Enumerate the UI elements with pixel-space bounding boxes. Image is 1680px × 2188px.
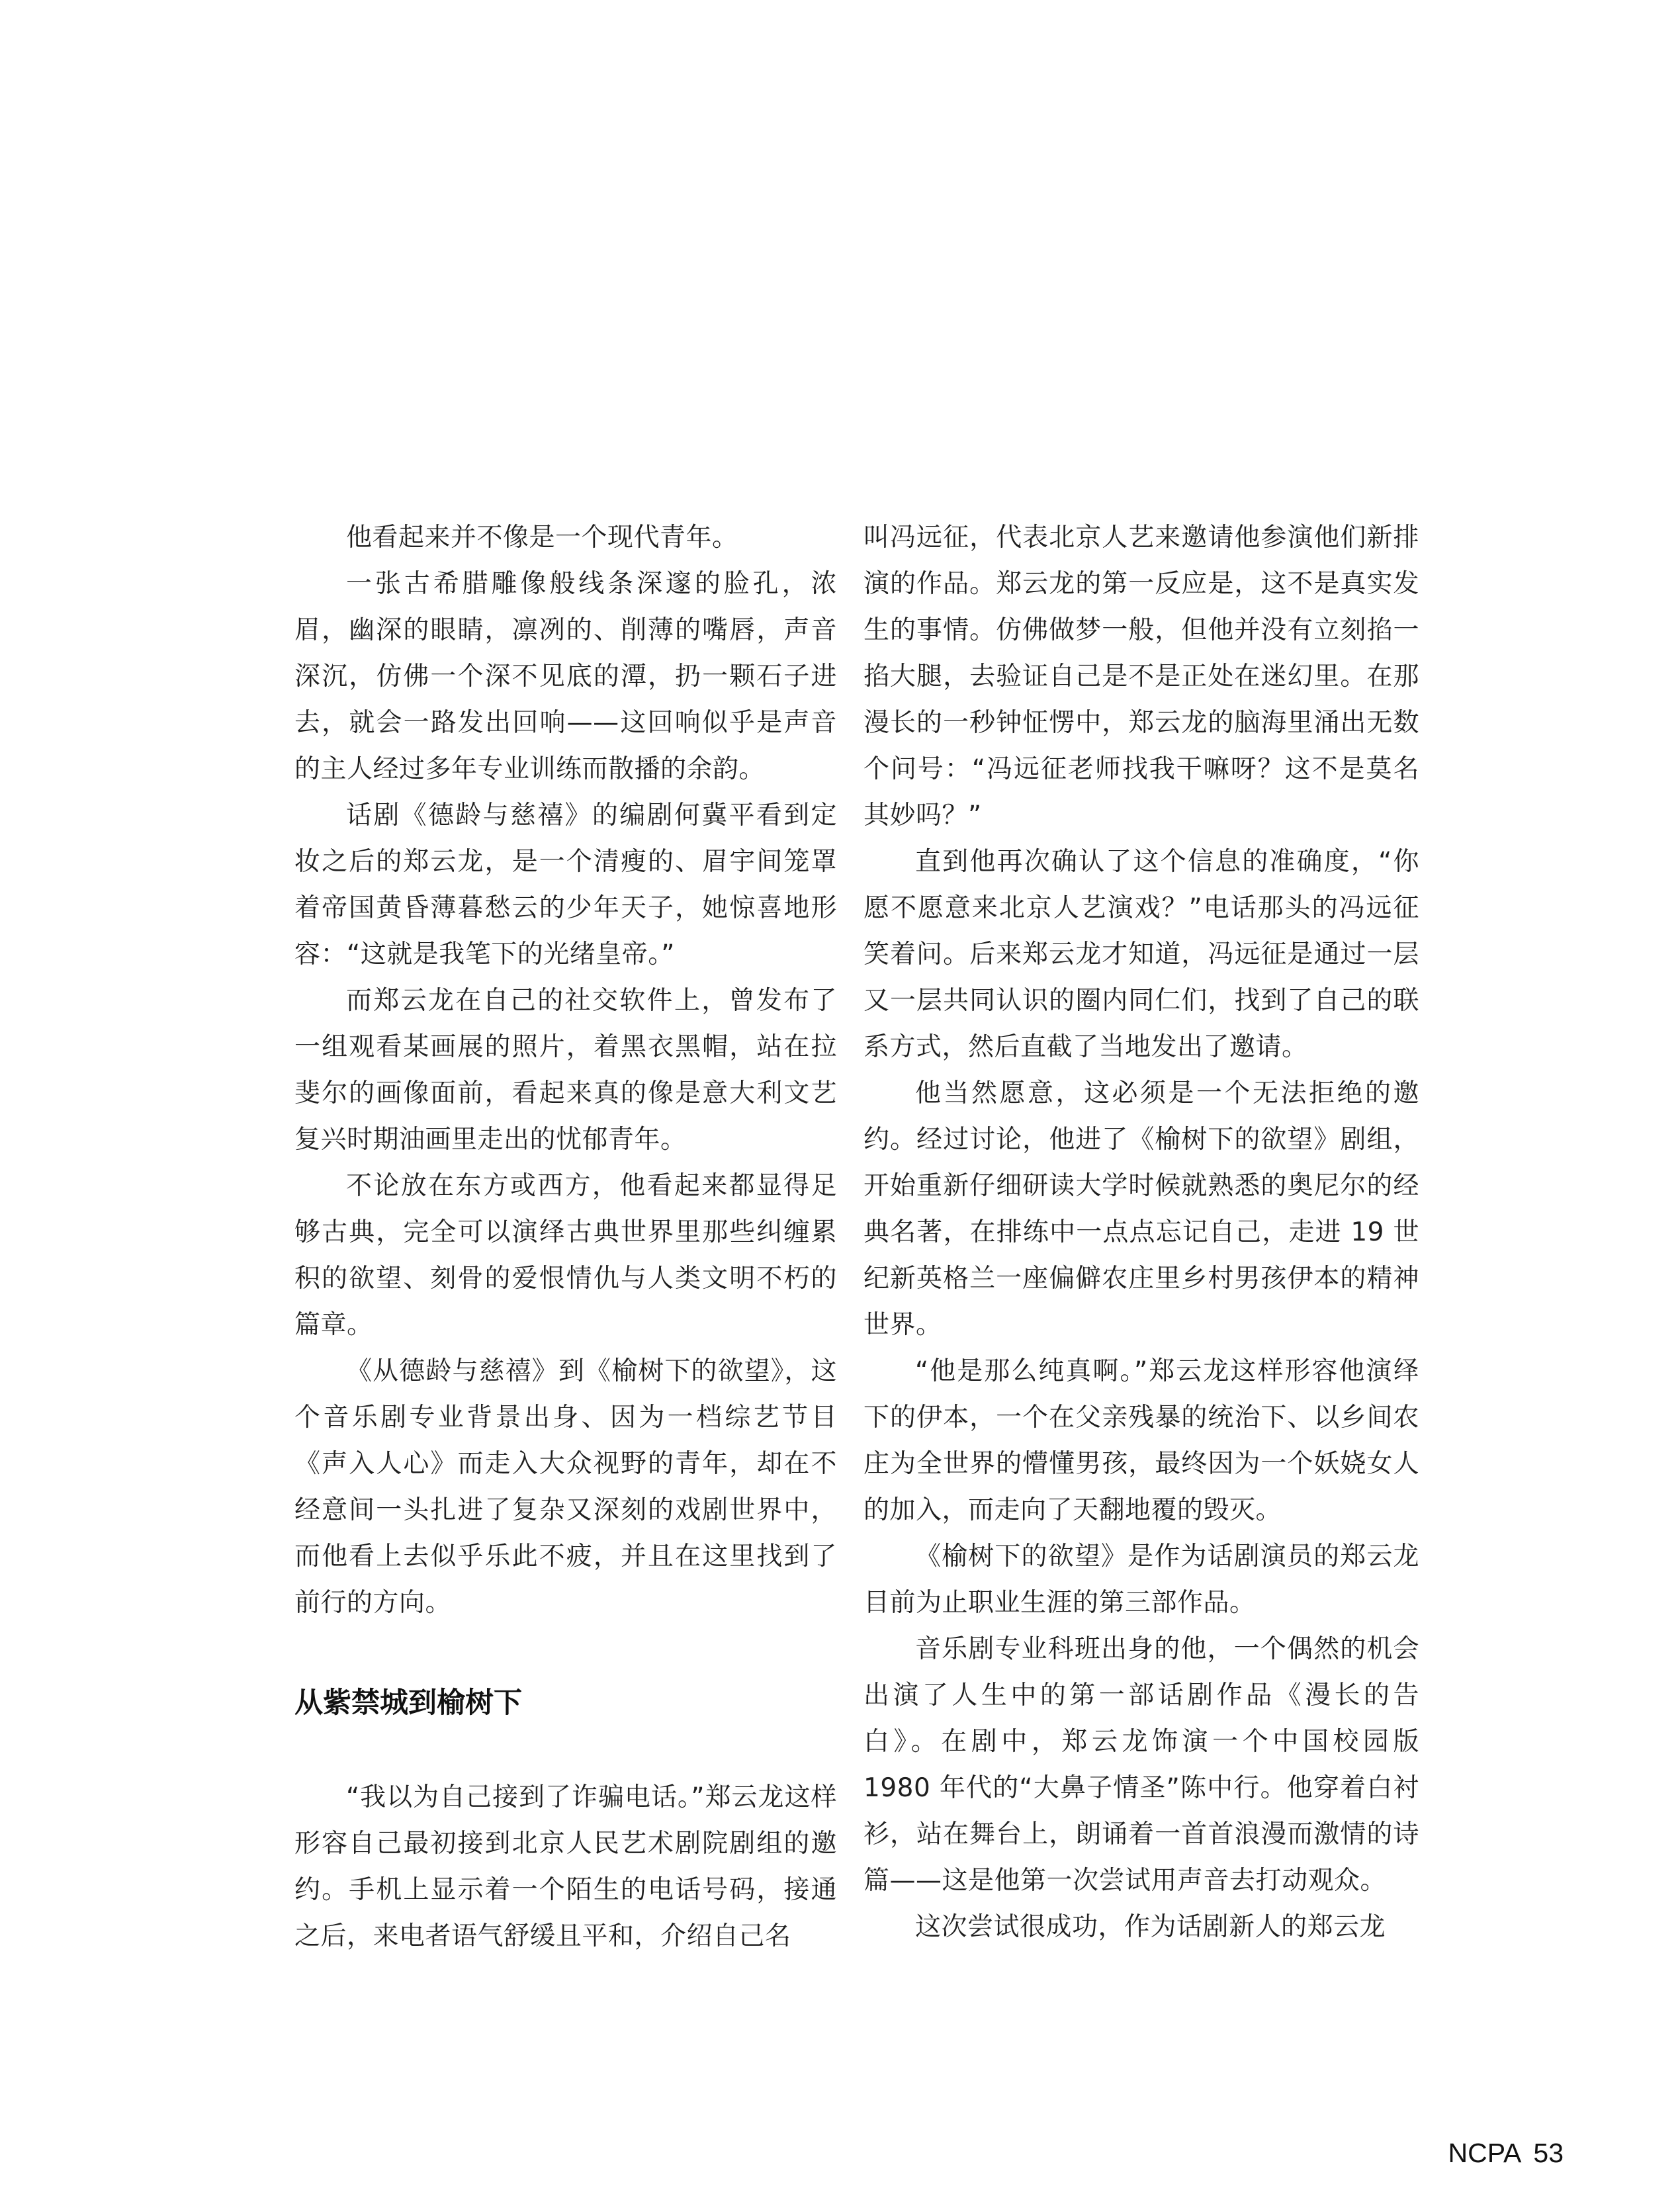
continued-paragraph: 叫冯远征，代表北京人艺来邀请他参演他们新排演的作品。郑云龙的第一反应是，这不是真实发生的事情。仿佛做梦一般，但他并没有立刻掐一掐大腿，去验证自己是不是正处在迷幻里。在那漫长的一秒钟怔愣中，郑云龙的脑海里涌出无数个问号：“冯远征老师找我干嘛呀？这不是莫名其妙吗？” (863, 523, 1419, 830)
body-paragraph: 这次尝试很成功，作为话剧新人的郑云龙 (915, 1912, 1386, 1942)
body-paragraph: 他当然愿意，这必须是一个无法拒绝的邀约。经过讨论，他进了《榆树下的欲望》剧组，开始重新仔细研读大学时候就熟悉的奥尼尔的经典名著，在排练中一点点忘记自己，走进 19 世纪新英格兰一座偏僻农庄里乡村男孩伊本的精神世界。 (863, 1078, 1419, 1340)
body-paragraph: 他看起来并不像是一个现代青年。 (346, 523, 738, 552)
left-column (294, 515, 837, 1960)
page-footer (1448, 2138, 1564, 2169)
body-paragraph: 不论放在东方或西方，他看起来都显得足够古典，完全可以演绎古典世界里那些纠缠累积的欲望、刻骨的爱恨情仇与人类文明不朽的篇章。 (294, 1171, 837, 1340)
right-column (863, 515, 1419, 1950)
body-paragraph: 一张古希腊雕像般线条深邃的脸孔，浓眉，幽深的眼睛，凛冽的、削薄的嘴唇，声音深沉，仿佛一个深不见底的潭，扔一颗石子进去，就会一路发出回响——这回响似乎是声音的主人经过多年专业训练而散播的余韵。 (294, 569, 837, 784)
section-heading: 从紫禁城到榆树下 (294, 1686, 522, 1720)
body-paragraph: 话剧《德龄与慈禧》的编剧何冀平看到定妆之后的郑云龙，是一个清瘦的、眉宇间笼罩着帝国黄昏薄暮愁云的少年天子，她惊喜地形容：“这就是我笔下的光绪皇帝。” (294, 801, 837, 969)
body-paragraph: 《榆树下的欲望》是作为话剧演员的郑云龙目前为止职业生涯的第三部作品。 (863, 1542, 1419, 1618)
magazine-name: NCPA (1448, 2138, 1522, 2168)
body-paragraph: “他是那么纯真啊。”郑云龙这样形容他演绎下的伊本，一个在父亲残暴的统治下、以乡间农庄为全世界的懵懂男孩，最终因为一个妖娆女人的加入，而走向了天翻地覆的毁灭。 (863, 1356, 1419, 1525)
body-paragraph: 《从德龄与慈禧》到《榆树下的欲望》，这个音乐剧专业背景出身、因为一档综艺节目《声入人心》而走入大众视野的青年，却在不经意间一头扎进了复杂又深刻的戏剧世界中，而他看上去似乎乐此不疲，并且在这里找到了前行的方向。 (294, 1356, 837, 1618)
body-paragraph: 而郑云龙在自己的社交软件上，曾发布了一组观看某画展的照片，着黑衣黑帽，站在拉斐尔的画像面前，看起来真的像是意大利文艺复兴时期油画里走出的忧郁青年。 (294, 986, 837, 1155)
page-number: 53 (1533, 2138, 1564, 2168)
body-paragraph: 直到他再次确认了这个信息的准确度，“你愿不愿意来北京人艺演戏？”电话那头的冯远征笑着问。后来郑云龙才知道，冯远征是通过一层又一层共同认识的圈内同仁们，找到了自己的联系方式，然后直截了当地发出了邀请。 (863, 847, 1419, 1062)
body-paragraph: 音乐剧专业科班出身的他，一个偶然的机会出演了人生中的第一部话剧作品《漫长的告白》。在剧中，郑云龙饰演一个中国校园版 1980 年代的“大鼻子情圣”陈中行。他穿着白衬衫，站在舞台上，朗诵着一首首浪漫而激情的诗篇——这是他第一次尝试用声音去打动观众。 (863, 1634, 1419, 1896)
body-paragraph: “我以为自己接到了诈骗电话。”郑云龙这样形容自己最初接到北京人民艺术剧院剧组的邀约。手机上显示着一个陌生的电话号码，接通之后，来电者语气舒缓且平和，介绍自己名 (294, 1782, 837, 1951)
